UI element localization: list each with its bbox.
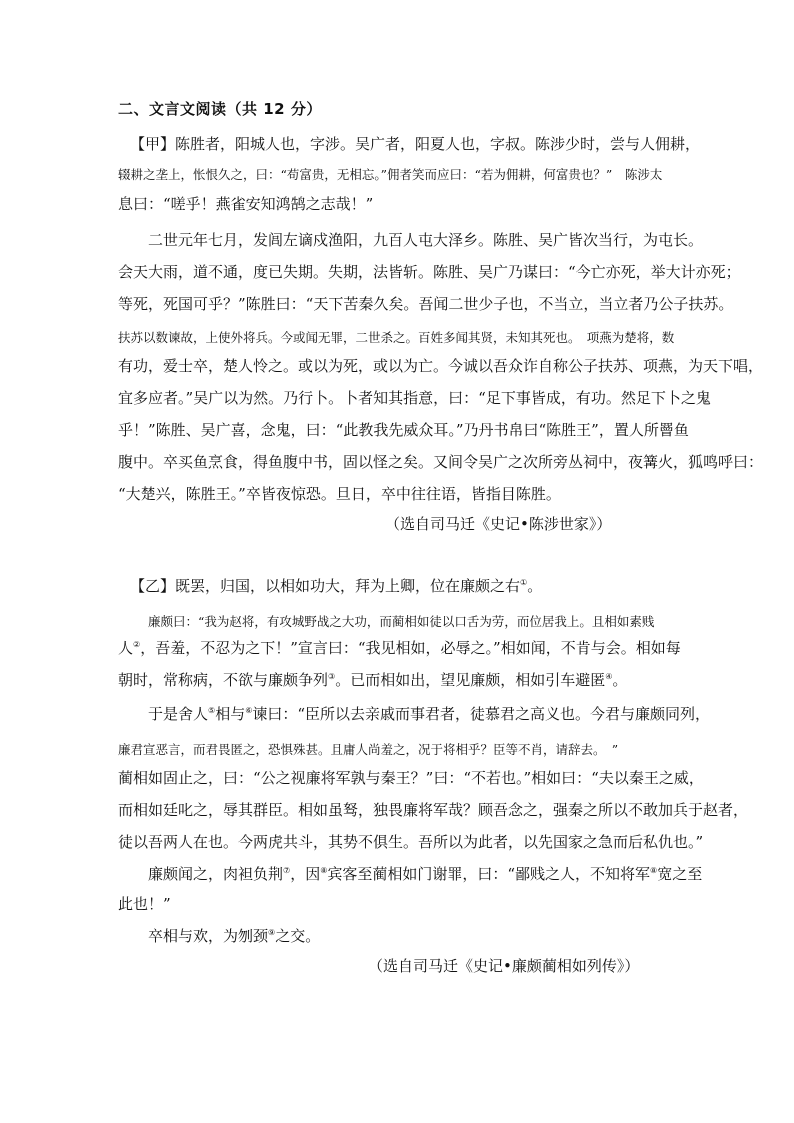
passage-b-line-6: 廉君宣恶言，而君畏匿之，恐惧殊甚。且庸人尚羞之，况于将相乎？臣等不肖，请辞去。 ” (118, 742, 619, 757)
footnote-mark: ⑤ (208, 706, 216, 715)
passage-b-line-1: 【乙】既罢，归国，以相如功大，拜为上卿，位在廉颇之右①。 (130, 577, 543, 595)
footnote-mark: ⑦ (283, 866, 291, 875)
passage-b-line-11: 此也！” (118, 895, 171, 913)
footnote-mark: ④ (605, 672, 613, 681)
passage-a-source: （选自司马迁《史记•陈涉世家》） (385, 515, 612, 533)
footnote-mark: ⑧ (320, 866, 328, 875)
passage-b-line-2: 廉颇曰：“我为赵将，有攻城野战之大功，而蔺相如徒以口舌为劳，而位居我上。且相如素贱 (148, 614, 655, 629)
footnote-mark: ③ (328, 672, 336, 681)
section-heading: 二、文言文阅读（共 12 分） (118, 100, 322, 118)
passage-a-line-6: 等死，死国可乎？”陈胜曰：“天下苦秦久矣。吾闻二世少子也，不当立，当立者乃公子扶苏。 (118, 295, 734, 313)
passage-b-line-7: 蔺相如固止之，曰：“公之视廉将军孰与秦王？”曰：“不若也。”相如曰：“夫以秦王之威， (118, 769, 704, 787)
footnote-mark: ⑧ (650, 866, 658, 875)
passage-b-line-3: 人②，吾羞，不忍为之下！”宣言曰：“我见相如，必辱之。”相如闻，不肯与会。相如每 (118, 639, 681, 657)
footnote-mark: ② (133, 640, 141, 649)
passage-a-line-11: 腹中。卒买鱼烹食，得鱼腹中书，固以怪之矣。又间令吴广之次所旁丛祠中，夜篝火，狐鸣呼曰： (118, 453, 764, 471)
footnote-mark: ⑥ (245, 706, 253, 715)
passage-b-line-8: 而相如廷叱之，辱其群臣。相如虽驽，独畏廉将军哉？顾吾念之，强秦之所以不敢加兵于赵者， (118, 801, 749, 819)
passage-a-line-10: 乎！”陈胜、吴广喜，念鬼，曰：“此教我先威众耳。”乃丹书帛曰“陈胜王”，置人所罾鱼 (118, 421, 689, 439)
passage-a-line-8: 有功，爱士卒，楚人怜之。或以为死，或以为亡。今诚以吾众诈自称公子扶苏、项燕，为天下唱， (118, 357, 764, 375)
passage-a-line-3: 息曰：“嗟乎！燕雀安知鸿鹄之志哉！” (118, 195, 374, 213)
passage-b-source: （选自司马迁《史记•廉颇蔺相如列传》） (368, 957, 640, 975)
passage-a-line-5: 会天大雨，道不通，度已失期。失期，法皆斩。陈胜、吴广乃谋曰：“今亡亦死，举大计亦死； (118, 263, 741, 281)
passage-a-line-7: 扶苏以数谏故，上使外将兵。今或闻无罪，二世杀之。百姓多闻其贤，未知其死也。 项燕为楚将，数 (118, 330, 675, 345)
passage-b-line-4: 朝时，常称病，不欲与廉颇争列③。已而相如出，望见廉颇，相如引车避匿④。 (118, 671, 628, 689)
passage-a-line-2: 辍耕之垄上，怅恨久之，曰：“苟富贵，无相忘。”佣者笑而应曰：“若为佣耕，何富贵也？” 陈涉太 (118, 167, 663, 182)
footnote-mark: ⑨ (268, 928, 276, 937)
passage-b-line-9: 徒以吾两人在也。今两虎共斗，其势不俱生。吾所以为此者，以先国家之急而后私仇也。” (118, 833, 704, 851)
passage-b-line-12: 卒相与欢，为刎颈⑨之交。 (148, 927, 321, 945)
passage-a-line-12: “大楚兴，陈胜王。”卒皆夜惊恐。旦日，卒中往往语，皆指目陈胜。 (118, 485, 561, 503)
passage-b-line-5: 于是舍人⑤相与⑥谏曰：“臣所以去亲戚而事君者，徒慕君之高义也。今君与廉颇同列， (148, 705, 711, 723)
passage-b-line-10: 廉颇闻之，肉袒负荆⑦，因⑧宾客至蔺相如门谢罪，曰：“鄙贱之人，不知将军⑧宽之至 (148, 865, 703, 883)
passage-a-line-4: 二世元年七月，发闾左谪戍渔阳，九百人屯大泽乡。陈胜、吴广皆次当行，为屯长。 (148, 231, 704, 249)
passage-a-line-1: 【甲】陈胜者，阳城人也，字涉。吴广者，阳夏人也，字叔。陈涉少时，尝与人佣耕， (130, 135, 701, 153)
footnote-mark: ① (520, 578, 528, 587)
passage-a-line-9: 宜多应者。”吴广以为然。乃行卜。卜者知其指意，曰：“足下事皆成，有功。然足下卜之鬼 (118, 389, 711, 407)
